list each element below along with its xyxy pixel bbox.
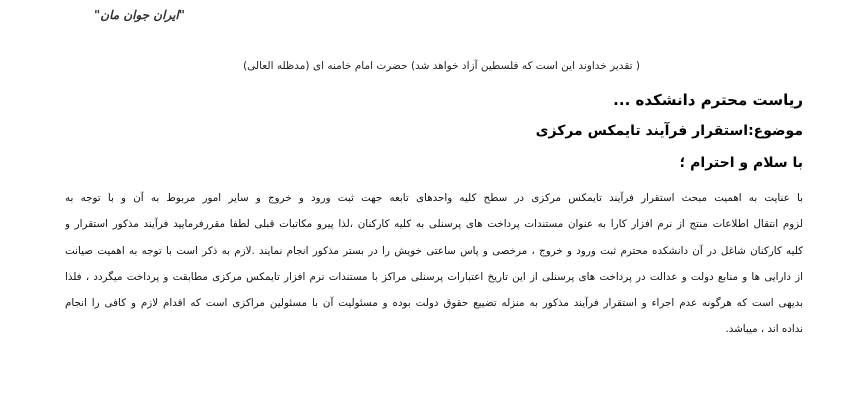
slogan: "ایران جوان مان" bbox=[94, 8, 185, 22]
body-line: با عنایت به اهمیت مبحث استقرار فرآیند تایمکس مرکزی در سطح کلیه واحدهای تابعه جهت ثبت ورود و خروج و سایر امور مربوط به آن و با توجه به bbox=[65, 192, 803, 204]
body-line: بدیهی است که هرگونه عدم اجراء و استقرار فرآیند مذکور به منزله تضییع حقوق دولت بوده و مسئولیت آن با مسئولین مراکزی است که اقدام لازم و کافی را انجام bbox=[65, 297, 803, 310]
body-line: از دارایی ها و منابع دولت و عدالت در پرداخت های پرسنلی از این تاریخ اعتبارات پرسنلی مراکز با مستندات نرم افزار تایمکس مرکزی مطابقت و پرداخت میگردد ، فلذا bbox=[65, 270, 803, 283]
subject-heading: موضوع:استقرار فرآیند تایمکس مرکزی bbox=[535, 123, 803, 139]
body-line: نداده اند ، میباشد. bbox=[725, 323, 803, 336]
addressee-heading: ریاست محترم دانشکده ... bbox=[613, 91, 803, 109]
body-line: کلیه کارکنان شاغل در آن دانشکده محترم ثبت ورود و خروج ، مرخصی و پاس ساعتی خویش را در بستر مذکور انجام نمایند .لازم به ذکر است با توجه به اهمیت صیانت bbox=[65, 244, 803, 257]
body-line: لزوم انتقال اطلاعات منتج از نرم افزار کارا به عنوان مستندات پرداخت های پرسنلی به کلیه کارکنان ،لذا پیرو مکاتبات قبلی لطفا مقررفرمایید فرآیند مذکور استقرار و bbox=[65, 218, 803, 231]
greeting-heading: با سلام و احترام ؛ bbox=[679, 155, 803, 171]
leader-quote: ( تقدیر خداوند این است که فلسطین آزاد خواهد شد) حضرت امام خامنه ای (مدظله العالی) bbox=[243, 60, 640, 72]
letter-body bbox=[65, 185, 803, 343]
